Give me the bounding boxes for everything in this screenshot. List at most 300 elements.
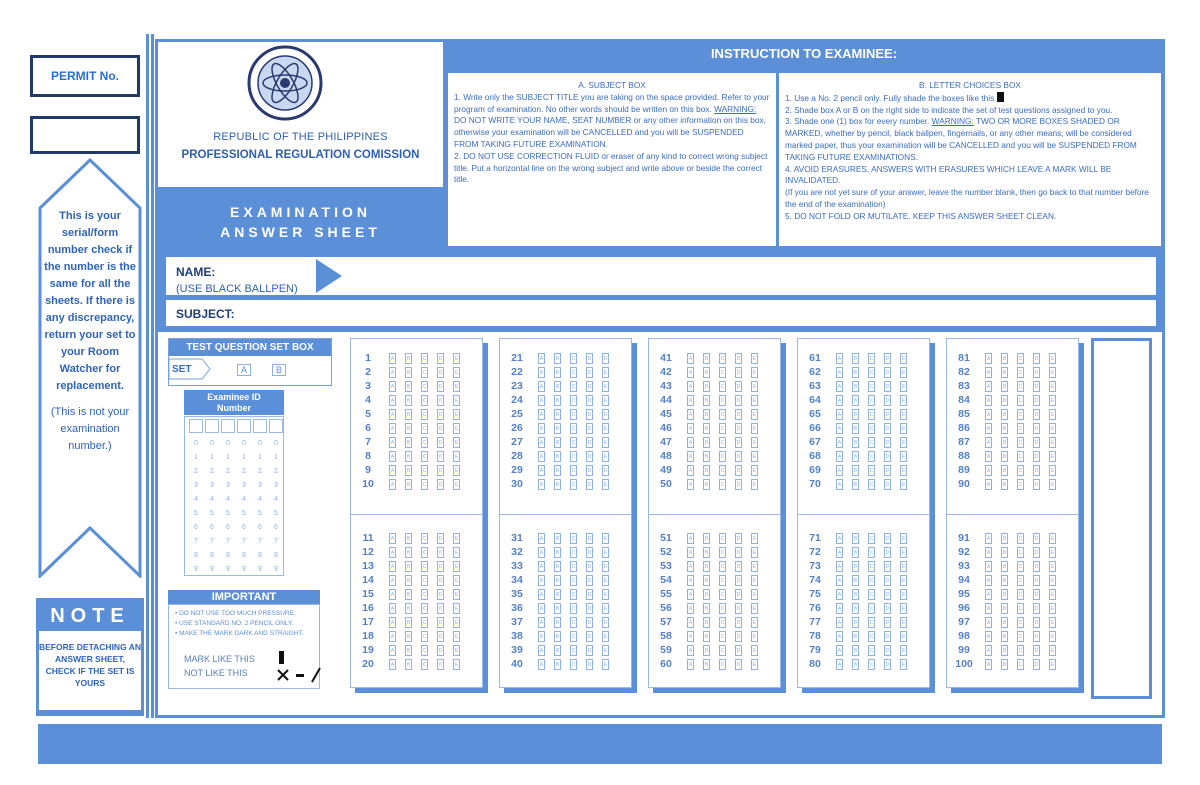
choice-bubble-c[interactable]: C [421,617,428,628]
choice-bubble-b[interactable]: B [1001,561,1008,572]
choice-bubble-d[interactable]: D [586,465,593,476]
choice-bubble-a[interactable]: A [538,381,545,392]
choice-bubble-b[interactable]: B [405,547,412,558]
choice-bubble-c[interactable]: C [421,631,428,642]
choice-bubble-e[interactable]: E [602,631,609,642]
choice-bubble-d[interactable]: D [1033,659,1040,670]
choice-bubble-e[interactable]: E [602,589,609,600]
choice-bubble-a[interactable]: A [687,533,694,544]
choice-bubble-b[interactable]: B [852,381,859,392]
choice-bubble-b[interactable]: B [852,547,859,558]
choice-bubble-d[interactable]: D [884,645,891,656]
id-digit-bubble[interactable]: 3 [194,482,198,489]
choice-bubble-c[interactable]: C [1017,603,1024,614]
id-digit-bubble[interactable]: 0 [258,440,262,447]
choice-bubble-c[interactable]: C [570,367,577,378]
choice-bubble-a[interactable]: A [538,437,545,448]
choice-bubble-c[interactable]: C [868,603,875,614]
choice-bubble-e[interactable]: E [602,367,609,378]
choice-bubble-d[interactable]: D [586,437,593,448]
choice-bubble-b[interactable]: B [1001,603,1008,614]
choice-bubble-b[interactable]: B [703,451,710,462]
choice-bubble-e[interactable]: E [453,547,460,558]
id-digit-bubble[interactable]: 9 [226,566,230,573]
choice-bubble-e[interactable]: E [900,533,907,544]
choice-bubble-d[interactable]: D [437,575,444,586]
choice-bubble-b[interactable]: B [554,423,561,434]
id-digit-bubble[interactable]: 8 [210,552,214,559]
choice-bubble-d[interactable]: D [1033,589,1040,600]
choice-bubble-e[interactable]: E [1049,645,1056,656]
id-digit-bubble[interactable]: 4 [194,496,198,503]
choice-bubble-b[interactable]: B [852,561,859,572]
choice-bubble-a[interactable]: A [538,423,545,434]
choice-bubble-a[interactable]: A [538,367,545,378]
choice-bubble-b[interactable]: B [405,423,412,434]
choice-bubble-e[interactable]: E [751,575,758,586]
choice-bubble-b[interactable]: B [554,367,561,378]
choice-bubble-b[interactable]: B [405,533,412,544]
choice-bubble-a[interactable]: A [985,423,992,434]
choice-bubble-a[interactable]: A [687,603,694,614]
choice-bubble-a[interactable]: A [538,533,545,544]
choice-bubble-e[interactable]: E [602,353,609,364]
id-digit-bubble[interactable]: 3 [210,482,214,489]
choice-bubble-b[interactable]: B [554,561,561,572]
choice-bubble-a[interactable]: A [538,547,545,558]
choice-bubble-d[interactable]: D [437,645,444,656]
choice-bubble-a[interactable]: A [538,645,545,656]
choice-bubble-e[interactable]: E [751,409,758,420]
choice-bubble-c[interactable]: C [1017,437,1024,448]
choice-bubble-b[interactable]: B [554,547,561,558]
choice-bubble-a[interactable]: A [985,645,992,656]
choice-bubble-e[interactable]: E [602,645,609,656]
id-digit-bubble[interactable]: 6 [242,524,246,531]
choice-bubble-e[interactable]: E [751,479,758,490]
id-digit-bubble[interactable]: 3 [242,482,246,489]
choice-bubble-b[interactable]: B [852,631,859,642]
choice-bubble-e[interactable]: E [751,617,758,628]
choice-bubble-b[interactable]: B [852,645,859,656]
choice-bubble-c[interactable]: C [570,409,577,420]
choice-bubble-a[interactable]: A [687,423,694,434]
choice-bubble-e[interactable]: E [453,561,460,572]
choice-bubble-d[interactable]: D [884,547,891,558]
id-digit-bubble[interactable]: 8 [242,552,246,559]
choice-bubble-c[interactable]: C [719,465,726,476]
choice-bubble-c[interactable]: C [719,575,726,586]
id-digit-bubble[interactable]: 5 [210,510,214,517]
choice-bubble-d[interactable]: D [437,381,444,392]
choice-bubble-a[interactable]: A [836,381,843,392]
permit-number-box[interactable]: PERMIT No. [30,55,140,97]
choice-bubble-c[interactable]: C [868,409,875,420]
id-digit-bubble[interactable]: 6 [194,524,198,531]
choice-bubble-e[interactable]: E [602,575,609,586]
choice-bubble-e[interactable]: E [900,395,907,406]
choice-bubble-a[interactable]: A [687,589,694,600]
choice-bubble-a[interactable]: A [687,409,694,420]
choice-bubble-a[interactable]: A [836,561,843,572]
id-digit-bubble[interactable]: 0 [274,440,278,447]
choice-bubble-b[interactable]: B [405,589,412,600]
choice-bubble-c[interactable]: C [719,395,726,406]
choice-bubble-d[interactable]: D [884,465,891,476]
choice-bubble-e[interactable]: E [1049,603,1056,614]
choice-bubble-d[interactable]: D [1033,603,1040,614]
choice-bubble-b[interactable]: B [1001,645,1008,656]
id-write-box[interactable] [221,419,235,433]
choice-bubble-c[interactable]: C [868,589,875,600]
choice-bubble-c[interactable]: C [868,381,875,392]
choice-bubble-a[interactable]: A [687,561,694,572]
choice-bubble-e[interactable]: E [751,395,758,406]
choice-bubble-c[interactable]: C [1017,645,1024,656]
choice-bubble-d[interactable]: D [437,395,444,406]
id-write-box[interactable] [253,419,267,433]
choice-bubble-a[interactable]: A [836,423,843,434]
id-digit-bubble[interactable]: 8 [226,552,230,559]
choice-bubble-d[interactable]: D [1033,479,1040,490]
choice-bubble-c[interactable]: C [719,659,726,670]
choice-bubble-d[interactable]: D [735,381,742,392]
choice-bubble-b[interactable]: B [554,575,561,586]
choice-bubble-d[interactable]: D [884,603,891,614]
choice-bubble-c[interactable]: C [421,479,428,490]
id-digit-bubble[interactable]: 4 [226,496,230,503]
choice-bubble-c[interactable]: C [570,479,577,490]
choice-bubble-b[interactable]: B [1001,617,1008,628]
choice-bubble-b[interactable]: B [703,423,710,434]
choice-bubble-a[interactable]: A [538,395,545,406]
choice-bubble-c[interactable]: C [1017,659,1024,670]
id-write-box[interactable] [269,419,283,433]
choice-bubble-d[interactable]: D [735,659,742,670]
choice-bubble-a[interactable]: A [836,631,843,642]
choice-bubble-b[interactable]: B [554,659,561,670]
choice-bubble-a[interactable]: A [389,561,396,572]
choice-bubble-c[interactable]: C [421,589,428,600]
choice-bubble-c[interactable]: C [570,353,577,364]
choice-bubble-b[interactable]: B [1001,575,1008,586]
choice-bubble-c[interactable]: C [570,617,577,628]
choice-bubble-d[interactable]: D [1033,547,1040,558]
id-digit-bubble[interactable]: 4 [274,496,278,503]
id-digit-bubble[interactable]: 6 [274,524,278,531]
id-digit-bubble[interactable]: 9 [274,566,278,573]
choice-bubble-d[interactable]: D [884,423,891,434]
choice-bubble-c[interactable]: C [868,465,875,476]
id-digit-bubble[interactable]: 7 [274,538,278,545]
choice-bubble-a[interactable]: A [538,659,545,670]
choice-bubble-a[interactable]: A [836,659,843,670]
choice-bubble-c[interactable]: C [570,465,577,476]
choice-bubble-e[interactable]: E [900,547,907,558]
choice-bubble-a[interactable]: A [687,631,694,642]
choice-bubble-c[interactable]: C [570,631,577,642]
choice-bubble-b[interactable]: B [405,575,412,586]
choice-bubble-a[interactable]: A [836,617,843,628]
choice-bubble-e[interactable]: E [453,589,460,600]
choice-bubble-b[interactable]: B [554,465,561,476]
choice-bubble-e[interactable]: E [602,659,609,670]
choice-bubble-b[interactable]: B [1001,465,1008,476]
choice-bubble-b[interactable]: B [703,659,710,670]
choice-bubble-a[interactable]: A [389,631,396,642]
choice-bubble-e[interactable]: E [900,437,907,448]
choice-bubble-e[interactable]: E [453,367,460,378]
choice-bubble-a[interactable]: A [538,561,545,572]
id-digit-bubble[interactable]: 6 [226,524,230,531]
choice-bubble-b[interactable]: B [554,409,561,420]
choice-bubble-c[interactable]: C [719,423,726,434]
choice-bubble-a[interactable]: A [389,451,396,462]
choice-bubble-e[interactable]: E [900,451,907,462]
choice-bubble-e[interactable]: E [751,381,758,392]
choice-bubble-e[interactable]: E [602,395,609,406]
choice-bubble-b[interactable]: B [554,589,561,600]
choice-bubble-c[interactable]: C [868,631,875,642]
choice-bubble-b[interactable]: B [703,631,710,642]
choice-bubble-c[interactable]: C [868,423,875,434]
choice-bubble-c[interactable]: C [421,575,428,586]
id-digit-bubble[interactable]: 5 [258,510,262,517]
id-digit-bubble[interactable]: 0 [210,440,214,447]
choice-bubble-d[interactable]: D [1033,533,1040,544]
choice-bubble-b[interactable]: B [1001,451,1008,462]
choice-bubble-d[interactable]: D [735,465,742,476]
choice-bubble-a[interactable]: A [985,589,992,600]
choice-bubble-c[interactable]: C [570,437,577,448]
choice-bubble-d[interactable]: D [1033,575,1040,586]
choice-bubble-b[interactable]: B [703,479,710,490]
choice-bubble-a[interactable]: A [538,465,545,476]
choice-bubble-c[interactable]: C [421,381,428,392]
choice-bubble-b[interactable]: B [405,395,412,406]
choice-bubble-a[interactable]: A [389,589,396,600]
choice-bubble-b[interactable]: B [703,575,710,586]
choice-bubble-e[interactable]: E [751,437,758,448]
choice-bubble-c[interactable]: C [421,423,428,434]
choice-bubble-c[interactable]: C [570,645,577,656]
choice-bubble-d[interactable]: D [586,659,593,670]
id-digit-bubble[interactable]: 2 [226,468,230,475]
choice-bubble-d[interactable]: D [1033,381,1040,392]
choice-bubble-c[interactable]: C [570,659,577,670]
choice-bubble-e[interactable]: E [900,603,907,614]
choice-bubble-a[interactable]: A [389,381,396,392]
choice-bubble-d[interactable]: D [735,533,742,544]
choice-bubble-a[interactable]: A [985,409,992,420]
choice-bubble-d[interactable]: D [1033,367,1040,378]
id-digit-bubble[interactable]: 3 [258,482,262,489]
id-digit-bubble[interactable]: 0 [242,440,246,447]
choice-bubble-a[interactable]: A [389,645,396,656]
choice-bubble-a[interactable]: A [985,603,992,614]
choice-bubble-b[interactable]: B [554,437,561,448]
choice-bubble-e[interactable]: E [900,589,907,600]
choice-bubble-e[interactable]: E [751,603,758,614]
choice-bubble-d[interactable]: D [1033,631,1040,642]
choice-bubble-c[interactable]: C [868,395,875,406]
choice-bubble-d[interactable]: D [884,409,891,420]
choice-bubble-c[interactable]: C [719,409,726,420]
choice-bubble-c[interactable]: C [868,353,875,364]
choice-bubble-e[interactable]: E [1049,547,1056,558]
choice-bubble-d[interactable]: D [735,423,742,434]
choice-bubble-d[interactable]: D [735,437,742,448]
choice-bubble-c[interactable]: C [868,659,875,670]
choice-bubble-d[interactable]: D [1033,423,1040,434]
choice-bubble-c[interactable]: C [570,381,577,392]
choice-bubble-a[interactable]: A [389,367,396,378]
choice-bubble-c[interactable]: C [421,451,428,462]
choice-bubble-b[interactable]: B [405,437,412,448]
choice-bubble-a[interactable]: A [687,547,694,558]
choice-bubble-a[interactable]: A [538,617,545,628]
choice-bubble-d[interactable]: D [735,589,742,600]
choice-bubble-b[interactable]: B [852,575,859,586]
choice-bubble-a[interactable]: A [836,575,843,586]
choice-bubble-e[interactable]: E [602,381,609,392]
choice-bubble-e[interactable]: E [1049,451,1056,462]
choice-bubble-e[interactable]: E [453,353,460,364]
id-digit-bubble[interactable]: 1 [194,454,198,461]
choice-bubble-a[interactable]: A [687,395,694,406]
choice-bubble-b[interactable]: B [554,603,561,614]
choice-bubble-e[interactable]: E [900,367,907,378]
choice-bubble-d[interactable]: D [586,561,593,572]
choice-bubble-e[interactable]: E [1049,437,1056,448]
choice-bubble-e[interactable]: E [751,589,758,600]
choice-bubble-b[interactable]: B [852,395,859,406]
choice-bubble-b[interactable]: B [852,617,859,628]
choice-bubble-d[interactable]: D [884,381,891,392]
choice-bubble-b[interactable]: B [703,645,710,656]
choice-bubble-a[interactable]: A [687,645,694,656]
choice-bubble-d[interactable]: D [884,617,891,628]
id-digit-bubble[interactable]: 6 [210,524,214,531]
choice-bubble-d[interactable]: D [1033,561,1040,572]
choice-bubble-b[interactable]: B [852,533,859,544]
choice-bubble-b[interactable]: B [703,395,710,406]
choice-bubble-d[interactable]: D [437,617,444,628]
id-digit-bubble[interactable]: 8 [194,552,198,559]
choice-bubble-e[interactable]: E [1049,659,1056,670]
choice-bubble-a[interactable]: A [687,381,694,392]
choice-bubble-b[interactable]: B [703,465,710,476]
choice-bubble-e[interactable]: E [751,659,758,670]
choice-bubble-c[interactable]: C [1017,353,1024,364]
choice-bubble-b[interactable]: B [405,451,412,462]
choice-bubble-b[interactable]: B [703,547,710,558]
choice-bubble-b[interactable]: B [554,631,561,642]
choice-bubble-d[interactable]: D [735,645,742,656]
choice-bubble-c[interactable]: C [868,645,875,656]
choice-bubble-d[interactable]: D [1033,353,1040,364]
choice-bubble-b[interactable]: B [852,353,859,364]
choice-bubble-b[interactable]: B [1001,395,1008,406]
choice-bubble-e[interactable]: E [453,631,460,642]
choice-bubble-e[interactable]: E [1049,561,1056,572]
choice-bubble-d[interactable]: D [437,631,444,642]
choice-bubble-d[interactable]: D [437,547,444,558]
choice-bubble-c[interactable]: C [1017,465,1024,476]
choice-bubble-b[interactable]: B [405,617,412,628]
subject-field[interactable] [164,298,1158,328]
choice-bubble-e[interactable]: E [453,533,460,544]
choice-bubble-e[interactable]: E [453,479,460,490]
choice-bubble-b[interactable]: B [405,631,412,642]
choice-bubble-a[interactable]: A [985,381,992,392]
choice-bubble-e[interactable]: E [900,659,907,670]
id-digit-bubble[interactable]: 3 [274,482,278,489]
choice-bubble-b[interactable]: B [405,659,412,670]
choice-bubble-b[interactable]: B [703,533,710,544]
choice-bubble-c[interactable]: C [719,561,726,572]
id-digit-bubble[interactable]: 9 [242,566,246,573]
choice-bubble-c[interactable]: C [421,437,428,448]
choice-bubble-e[interactable]: E [453,465,460,476]
id-digit-bubble[interactable]: 5 [226,510,230,517]
choice-bubble-e[interactable]: E [751,367,758,378]
choice-bubble-a[interactable]: A [836,367,843,378]
set-option-a[interactable]: A [237,364,251,376]
choice-bubble-b[interactable]: B [852,409,859,420]
choice-bubble-a[interactable]: A [836,533,843,544]
choice-bubble-c[interactable]: C [719,547,726,558]
id-digit-bubble[interactable]: 9 [210,566,214,573]
choice-bubble-e[interactable]: E [900,561,907,572]
choice-bubble-a[interactable]: A [985,353,992,364]
choice-bubble-c[interactable]: C [868,561,875,572]
choice-bubble-a[interactable]: A [836,479,843,490]
choice-bubble-d[interactable]: D [735,395,742,406]
choice-bubble-d[interactable]: D [884,561,891,572]
choice-bubble-c[interactable]: C [570,547,577,558]
id-digit-bubble[interactable]: 1 [226,454,230,461]
choice-bubble-a[interactable]: A [836,437,843,448]
choice-bubble-a[interactable]: A [836,547,843,558]
choice-bubble-d[interactable]: D [735,451,742,462]
id-write-box[interactable] [205,419,219,433]
choice-bubble-b[interactable]: B [703,437,710,448]
choice-bubble-c[interactable]: C [868,367,875,378]
choice-bubble-a[interactable]: A [538,451,545,462]
choice-bubble-b[interactable]: B [405,367,412,378]
choice-bubble-c[interactable]: C [868,547,875,558]
choice-bubble-e[interactable]: E [900,617,907,628]
choice-bubble-e[interactable]: E [453,645,460,656]
choice-bubble-d[interactable]: D [735,561,742,572]
choice-bubble-b[interactable]: B [1001,589,1008,600]
choice-bubble-e[interactable]: E [1049,395,1056,406]
choice-bubble-b[interactable]: B [1001,659,1008,670]
choice-bubble-c[interactable]: C [719,631,726,642]
choice-bubble-b[interactable]: B [554,381,561,392]
choice-bubble-e[interactable]: E [751,631,758,642]
id-digit-bubble[interactable]: 1 [242,454,246,461]
choice-bubble-d[interactable]: D [437,561,444,572]
choice-bubble-e[interactable]: E [1049,533,1056,544]
choice-bubble-b[interactable]: B [703,353,710,364]
choice-bubble-b[interactable]: B [703,409,710,420]
id-digit-bubble[interactable]: 0 [194,440,198,447]
choice-bubble-d[interactable]: D [735,353,742,364]
choice-bubble-d[interactable]: D [884,451,891,462]
choice-bubble-a[interactable]: A [687,659,694,670]
